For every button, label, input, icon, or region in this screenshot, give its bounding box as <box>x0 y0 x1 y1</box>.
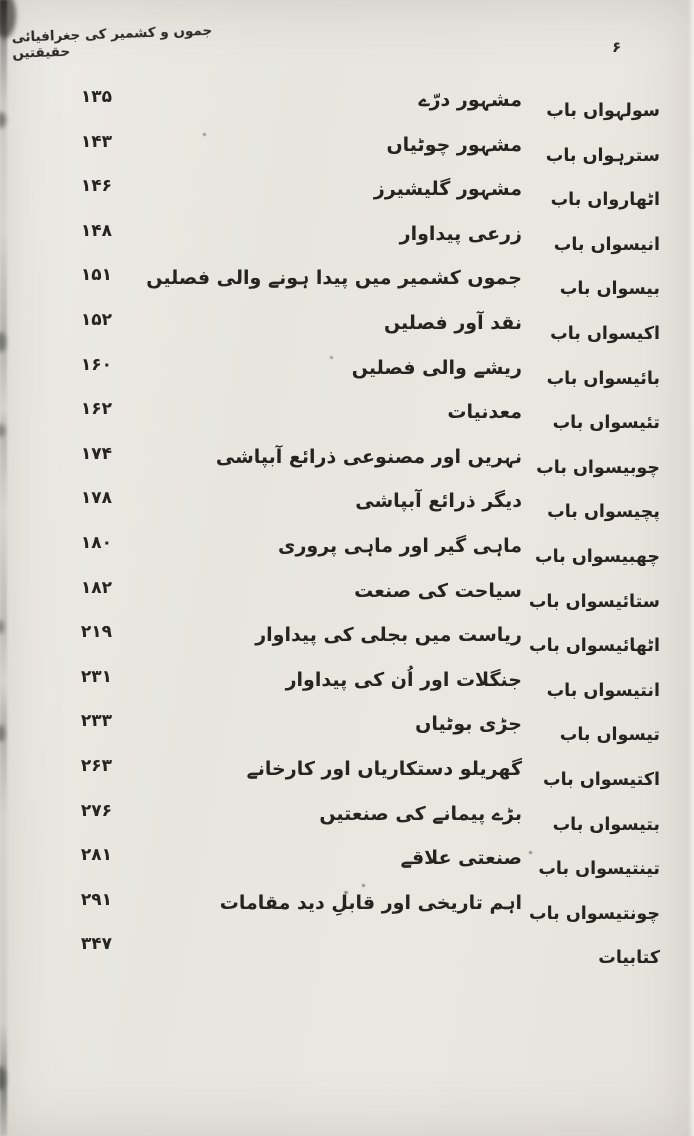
toc-page-number: ۱۶۰ <box>80 354 112 375</box>
toc-chapter-title: مشہور گلیشیرز <box>373 178 522 201</box>
toc-page-number: ۱۶۲ <box>80 399 112 420</box>
toc-chapter-label: انیسواں باب <box>553 234 660 255</box>
toc-chapter-title: زرعی پیداوار <box>399 222 522 245</box>
toc-chapter-label: چھبیسواں باب <box>535 546 660 567</box>
page-number: ۶ <box>612 38 622 56</box>
toc-chapter-label: بائیسواں باب <box>546 368 660 389</box>
toc-row <box>0 712 660 757</box>
toc-chapter-title: گھریلو دستکاریاں اور کارخانے <box>246 757 522 780</box>
toc-chapter-label: پچیسواں باب <box>547 502 660 523</box>
toc-chapter-title: صنعتی علاقے <box>400 847 522 870</box>
toc-row <box>0 222 660 267</box>
toc-chapter-title: مشہور درّے <box>418 89 522 111</box>
toc-chapter-title: نہریں اور مصنوعی ذرائع آبپاشی <box>215 445 522 468</box>
toc-page-number: ۱۷۴ <box>80 443 112 464</box>
toc-chapter-label: تیسواں باب <box>559 725 660 746</box>
toc-row <box>0 445 660 490</box>
toc-chapter-title: جنگلات اور اُن کی پیداوار <box>285 668 522 691</box>
running-header-book-title: جموں و کشمیر کی جغرافیائی حقیقتیں <box>11 22 213 62</box>
toc-page-number: ۲۸۱ <box>80 845 112 866</box>
toc-row <box>0 802 660 847</box>
toc-row <box>0 177 660 222</box>
toc-row <box>0 400 660 445</box>
toc-chapter-label: بتیسواں باب <box>552 814 660 835</box>
toc-page-number: ۱۸۰ <box>80 532 112 553</box>
toc-page-number: ۱۵۱ <box>80 265 112 286</box>
toc-row <box>0 623 660 668</box>
toc-chapter-label: چونتیسواں باب <box>529 903 660 924</box>
toc-row <box>0 935 660 980</box>
toc-page-number: ۳۴۷ <box>80 934 112 955</box>
toc-row <box>0 579 660 624</box>
toc-chapter-title: اہم تاریخی اور قابلِ دید مقامات <box>219 891 522 914</box>
toc-row <box>0 356 660 401</box>
scan-edge-highlight <box>688 0 694 1136</box>
toc-page-number: ۱۳۵ <box>80 87 112 107</box>
toc-row <box>0 846 660 891</box>
toc-chapter-label: چوبیسواں باب <box>536 457 660 478</box>
toc-chapter-label: تینتیسواں باب <box>538 859 660 880</box>
toc-chapter-title: جموں کشمیر میں پیدا ہونے والی فصلیں <box>146 267 522 290</box>
toc-page-number: ۲۳۱ <box>80 666 112 687</box>
toc-page-number: ۲۳۳ <box>80 711 112 732</box>
toc-chapter-label: اکتیسواں باب <box>543 769 660 790</box>
toc-chapter-title: معدنیات <box>447 401 522 424</box>
toc-row <box>0 891 660 936</box>
table-of-contents <box>0 88 660 980</box>
toc-row <box>0 266 660 311</box>
toc-page-number: ۱۴۳ <box>80 131 112 152</box>
toc-chapter-label: بیسواں باب <box>559 279 660 300</box>
toc-chapter-title: جڑی بوٹیاں <box>415 713 522 736</box>
toc-chapter-title: سیاحت کی صنعت <box>354 579 522 602</box>
toc-row <box>0 88 660 133</box>
toc-chapter-title: دیگر ذرائع آبپاشی <box>355 490 522 513</box>
toc-page-number: ۱۴۶ <box>80 176 112 197</box>
toc-page-number: ۲۹۱ <box>80 889 112 910</box>
toc-row <box>0 133 660 178</box>
toc-chapter-title: بڑے پیمانے کی صنعتیں <box>319 802 522 825</box>
toc-chapter-label: تئیسواں باب <box>552 413 660 434</box>
toc-chapter-label: کتابیات <box>598 948 660 969</box>
toc-page-number: ۱۸۲ <box>80 577 112 598</box>
toc-page-number: ۱۵۲ <box>80 309 112 330</box>
toc-chapter-title: ماہی گیر اور ماہی پروری <box>278 534 522 557</box>
toc-row <box>0 311 660 356</box>
toc-chapter-title: مشہور چوٹیاں <box>386 133 522 156</box>
toc-page-number: ۲۷۶ <box>80 800 112 821</box>
toc-page-number: ۲۶۳ <box>80 755 112 776</box>
toc-page-number: ۲۱۹ <box>80 622 112 643</box>
toc-chapter-title: نقد آور فصلیں <box>383 311 522 334</box>
toc-chapter-label: اٹھائیسواں باب <box>529 636 660 657</box>
toc-chapter-label: اٹھارواں باب <box>550 190 660 211</box>
toc-chapter-label: سترہواں باب <box>545 145 660 166</box>
toc-chapter-title: ریشے والی فصلیں <box>351 356 522 379</box>
toc-row <box>0 534 660 579</box>
toc-chapter-label: سولہواں باب <box>546 101 660 121</box>
toc-chapter-title: ریاست میں بجلی کی پیداوار <box>255 624 522 647</box>
toc-page-number: ۱۷۸ <box>80 488 112 509</box>
toc-page-number: ۱۴۸ <box>80 220 112 241</box>
toc-row <box>0 668 660 713</box>
toc-chapter-label: انتیسواں باب <box>546 680 660 701</box>
toc-chapter-label: اکیسواں باب <box>550 323 660 344</box>
toc-chapter-label: ستائیسواں باب <box>528 591 660 612</box>
toc-row <box>0 757 660 802</box>
toc-row <box>0 489 660 534</box>
